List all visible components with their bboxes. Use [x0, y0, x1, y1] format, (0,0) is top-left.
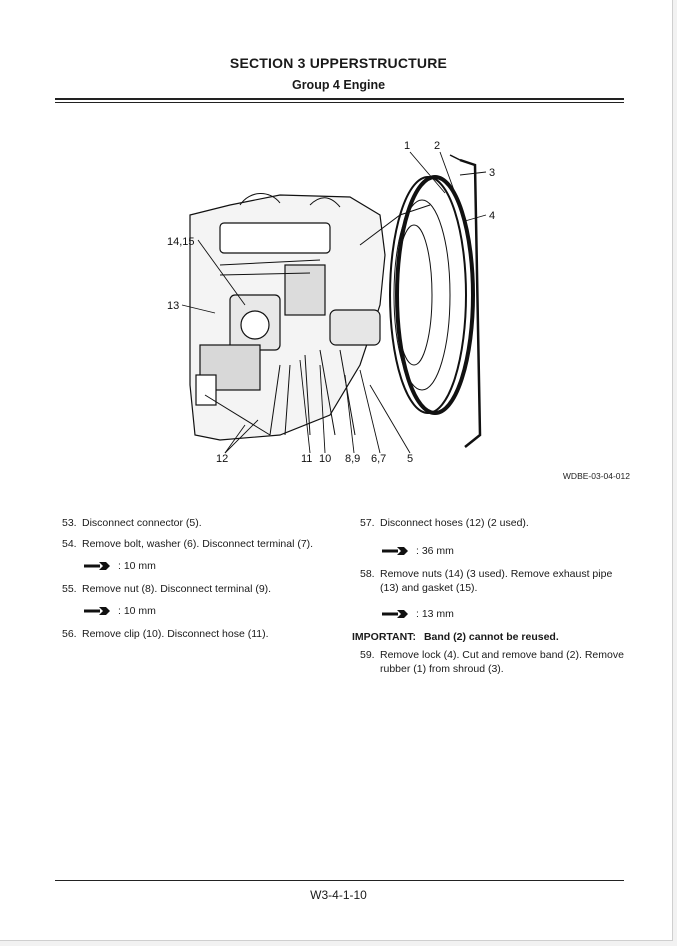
step-number: 58.	[360, 568, 375, 580]
header-rule-thin	[55, 102, 624, 103]
engine-illustration	[160, 135, 510, 470]
step-text: Disconnect connector (5).	[82, 517, 202, 529]
footer-rule	[55, 880, 624, 881]
wrench-icon	[82, 561, 112, 571]
torque-value: : 10 mm	[118, 560, 156, 572]
callout-13: 13	[167, 300, 180, 312]
important-text: Band (2) cannot be reused.	[423, 631, 559, 643]
group-title: Group 4 Engine	[291, 78, 386, 92]
callout-14-15: 14,15	[167, 236, 195, 248]
step-58	[360, 567, 625, 595]
callout-11: 11	[301, 453, 313, 465]
step-54	[62, 537, 342, 551]
steps-left-column	[62, 516, 342, 648]
callout-10: 10	[319, 453, 332, 465]
callout-3: 3	[489, 167, 496, 179]
step-number: 54.	[62, 538, 77, 550]
engine-figure	[160, 135, 510, 470]
torque-spec-54	[62, 559, 342, 573]
callout-5: 5	[407, 453, 414, 465]
callout-2: 2	[434, 140, 441, 152]
torque-value: : 36 mm	[416, 545, 454, 557]
header-rule-thick	[55, 98, 624, 100]
step-text: Remove bolt, washer (6). Disconnect terminal (7).	[82, 538, 314, 550]
torque-spec-58	[360, 607, 625, 621]
important-note	[352, 630, 625, 644]
step-text: Remove lock (4). Cut and remove band (2). Remove rubber (1) from shroud (3).	[380, 649, 624, 675]
step-number: 53.	[62, 517, 77, 529]
wrench-icon	[380, 609, 410, 619]
callout-4: 4	[489, 210, 496, 222]
step-text: Remove nut (8). Disconnect terminal (9).	[82, 583, 272, 595]
step-59	[360, 648, 625, 676]
torque-spec-57	[360, 544, 625, 558]
step-56	[62, 627, 342, 641]
callout-1: 1	[404, 140, 411, 152]
step-number: 59.	[360, 649, 375, 661]
step-number: 55.	[62, 583, 77, 595]
step-text: Remove clip (10). Disconnect hose (11).	[82, 628, 269, 640]
page-number: W3-4-1-10	[310, 888, 367, 902]
step-57	[360, 516, 625, 530]
section-title: SECTION 3 UPPERSTRUCTURE	[229, 55, 448, 71]
torque-value: : 13 mm	[416, 608, 454, 620]
wrench-icon	[380, 546, 410, 556]
step-text: Disconnect hoses (12) (2 used).	[380, 517, 529, 529]
step-number: 56.	[62, 628, 77, 640]
wrench-icon	[82, 606, 112, 616]
callout-8-9: 8,9	[345, 453, 361, 465]
callout-6-7: 6,7	[371, 453, 387, 465]
figure-reference: WDBE-03-04-012	[562, 471, 630, 481]
step-55	[62, 582, 342, 596]
torque-spec-55	[62, 604, 342, 618]
steps-right-column	[352, 516, 625, 683]
step-53	[62, 516, 342, 530]
step-text: Remove nuts (14) (3 used). Remove exhaust pipe (13) and gasket (15).	[380, 568, 613, 594]
important-label: IMPORTANT:	[352, 631, 416, 643]
callout-12: 12	[216, 453, 229, 465]
step-number: 57.	[360, 517, 375, 529]
torque-value: : 10 mm	[118, 605, 156, 617]
